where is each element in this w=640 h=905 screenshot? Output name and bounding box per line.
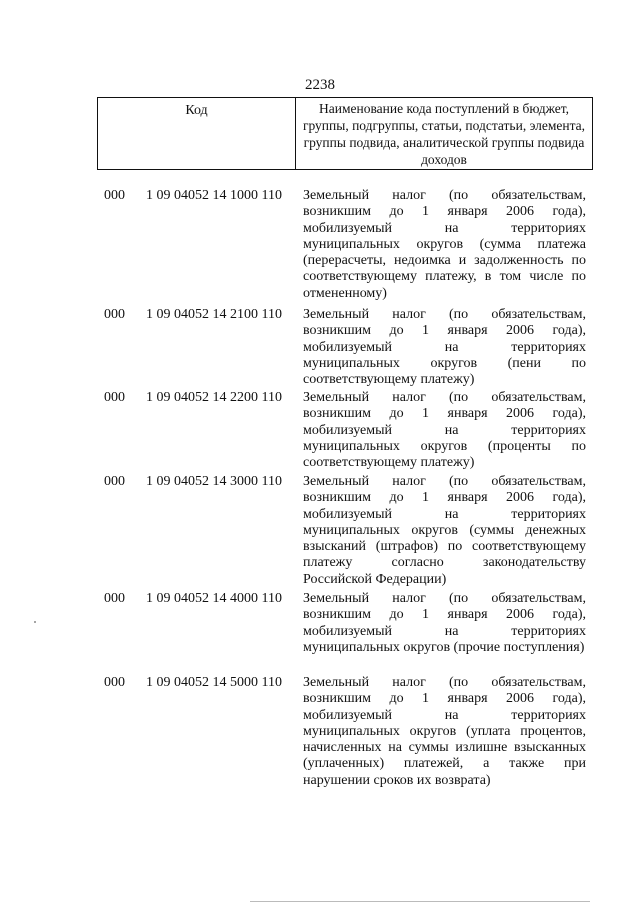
income-description: Земельный налог (по обязательствам, возникшим до 1 января 2006 года), мобилизуемый на территориях муниципальных округов (сумма платежа (перерасчеты, недоимка и задолженность по соответствующему платежу, в том числе по отмененному) — [303, 188, 586, 301]
income-code: 1 09 04052 14 2100 110 — [146, 307, 282, 322]
income-description: Земельный налог (по обязательствам, возникшим до 1 января 2006 года), мобилизуемый на территориях муниципальных округов (уплата процентов, начисленных на суммы излишне взысканных (уплаченных) платежей, а также при нарушении сроков их возврата) — [303, 675, 586, 788]
header-code-column — [98, 98, 296, 169]
admin-code: 000 — [104, 675, 125, 690]
page-bottom-edge — [250, 901, 590, 902]
admin-code: 000 — [104, 591, 125, 606]
income-code: 1 09 04052 14 5000 110 — [146, 675, 282, 690]
income-code: 1 09 04052 14 2200 110 — [146, 390, 282, 405]
admin-code: 000 — [104, 474, 125, 489]
header-name-label: Наименование кода поступлений в бюджет, группы, подгруппы, статьи, подстатьи, элемента, группы подвида, аналитической группы подвида доходов — [302, 101, 586, 167]
scan-speck — [34, 621, 36, 623]
page-number: 2238 — [305, 77, 335, 93]
income-description: Земельный налог (по обязательствам, возникшим до 1 января 2006 года), мобилизуемый на территориях муниципальных округов (проценты по соответствующему платежу) — [303, 390, 586, 471]
admin-code: 000 — [104, 188, 125, 203]
income-description: Земельный налог (по обязательствам, возникшим до 1 января 2006 года), мобилизуемый на территориях муниципальных округов (пени по соответствующему платежу) — [303, 307, 586, 388]
income-description: Земельный налог (по обязательствам, возникшим до 1 января 2006 года), мобилизуемый на территориях муниципальных округов (прочие поступления) — [303, 591, 586, 655]
income-code: 1 09 04052 14 4000 110 — [146, 591, 282, 606]
header-code-label: Код — [185, 103, 208, 118]
income-description: Земельный налог (по обязательствам, возникшим до 1 января 2006 года), мобилизуемый на территориях муниципальных округов (суммы денежных взысканий (штрафов) по соответствующему платежу согласно законодательству Российской Федерации) — [303, 474, 586, 587]
income-code: 1 09 04052 14 1000 110 — [146, 188, 282, 203]
income-code: 1 09 04052 14 3000 110 — [146, 474, 282, 489]
admin-code: 000 — [104, 307, 125, 322]
table-header — [97, 97, 593, 170]
admin-code: 000 — [104, 390, 125, 405]
